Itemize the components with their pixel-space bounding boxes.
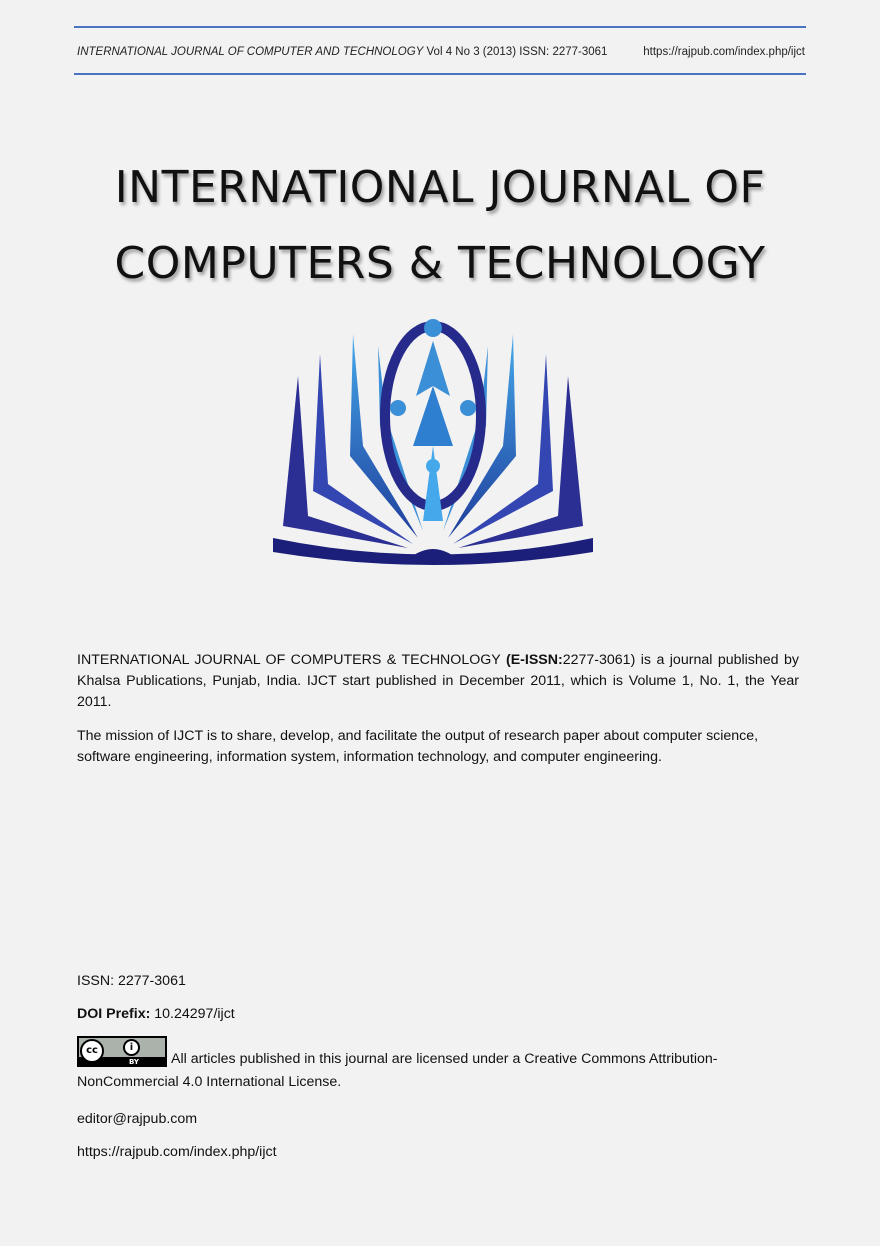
cc-icon: cc (80, 1039, 104, 1063)
page-title (0, 150, 880, 302)
title-line-2: COMPUTERS & TECHNOLOGY (114, 238, 766, 289)
header-top-rule (74, 26, 806, 28)
license-text: All articles published in this journal are licensed under a Creative Commons Attribution-NonCommercial 4.0 International License. (77, 1051, 718, 1090)
title-line-1: INTERNATIONAL JOURNAL OF (114, 162, 766, 213)
eissn-label: (E-ISSN: (505, 652, 563, 668)
journal-name-text: INTERNATIONAL JOURNAL OF COMPUTERS & TECHNOLOGY (77, 652, 506, 668)
doi-line (77, 1004, 235, 1024)
by-label: BY (128, 1058, 140, 1066)
intro-paragraph (77, 650, 799, 713)
doi-label: DOI Prefix: (77, 1006, 151, 1022)
open-book-people-icon (268, 316, 598, 571)
license-block (77, 1036, 799, 1094)
mission-paragraph: The mission of IJCT is to share, develop, and facilitate the output of research paper about computer science, software engineering, information system, information technology, and computer engineering. (77, 728, 759, 765)
header-bottom-rule (74, 73, 806, 75)
doi-value: 10.24297/ijct (150, 1006, 235, 1022)
issn-line: ISSN: 2277-3061 (77, 973, 186, 989)
header-journal-name: INTERNATIONAL JOURNAL OF COMPUTER AND TECHNOLOGY (77, 46, 424, 58)
editor-email[interactable]: editor@rajpub.com (77, 1111, 198, 1127)
header-issue: Vol 4 No 3 (2013) ISSN: 2277-3061 (423, 46, 608, 58)
attribution-person-icon: i (123, 1039, 140, 1056)
running-header (77, 44, 805, 60)
cc-by-badge[interactable] (77, 1036, 167, 1067)
intro-paragraph-rest: 2277-3061) is a journal published by Khalsa Publications, Punjab, India. IJCT start published in December 2011, which is Volume 1, No. 1, the Year 2011. (77, 652, 800, 710)
header-url[interactable]: https://rajpub.com/index.php/ijct (643, 46, 805, 58)
journal-url[interactable]: https://rajpub.com/index.php/ijct (77, 1144, 277, 1160)
